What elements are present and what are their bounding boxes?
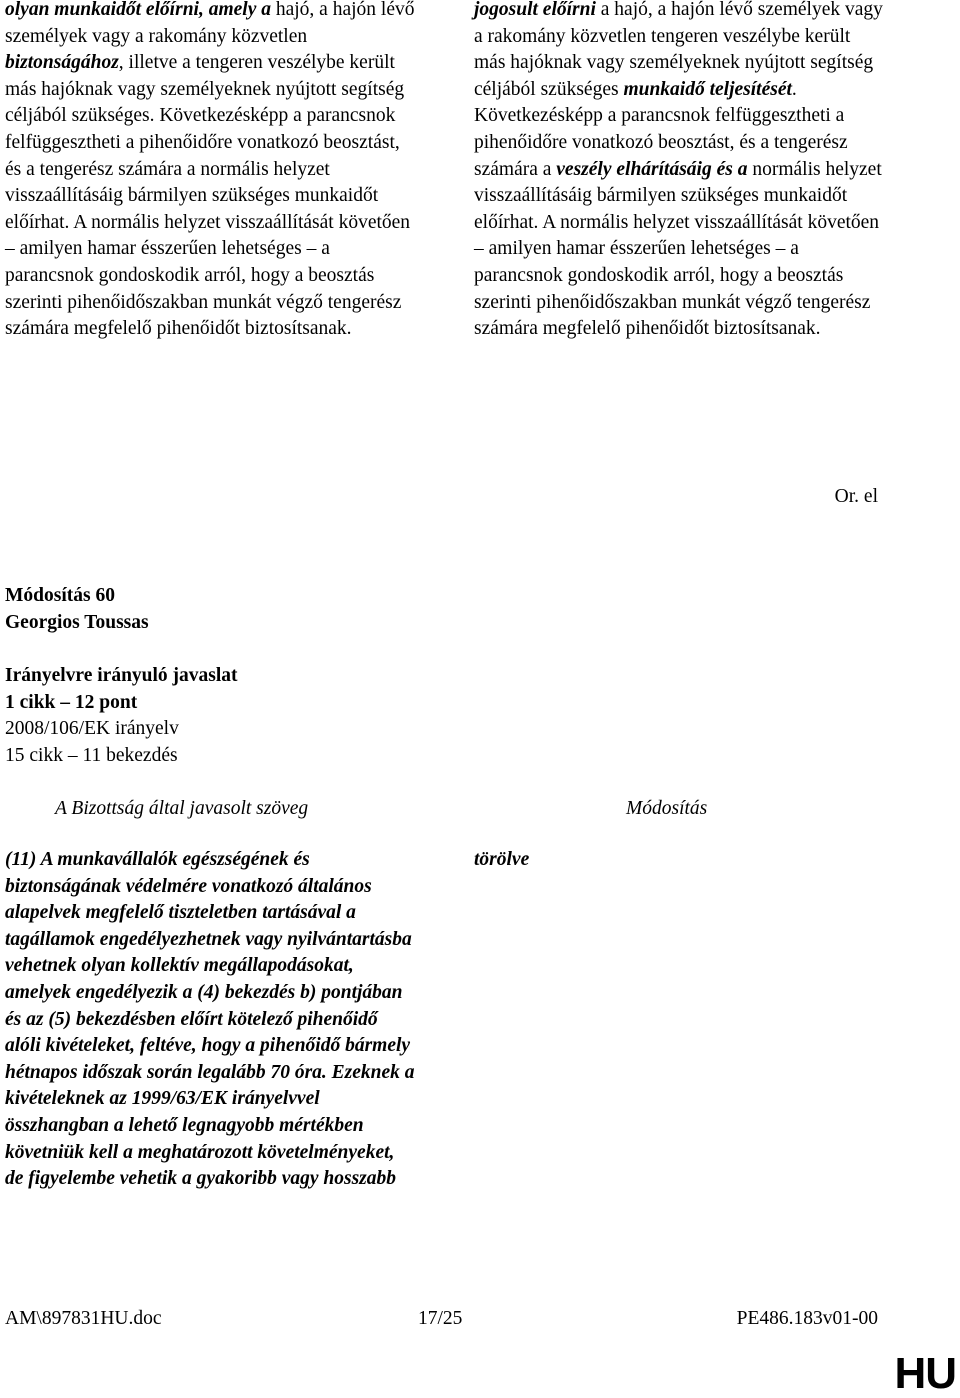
body-text: a hajó, a hajón lévő személyek vagy a rakomány közvetlen tengeren veszélybe került más hajóknak vagy személyeknek nyújtott segítség céljából szükséges <box>474 0 883 100</box>
directive-reference: 2008/106/EK irányelv <box>5 718 179 739</box>
footer-document-id: AM\897831HU.doc <box>5 1308 162 1329</box>
table-header-commission-text: A Bizottság által javasolt szöveg <box>55 798 309 819</box>
proposal-type: Irányelvre irányuló javaslat <box>5 665 238 686</box>
commission-text-cell: (11) A munkavállalók egészségének és biztonságának védelmére vonatkozó általános alapelvek megfelelő tiszteletben tartásával a tagállamok engedélyezhetnek vagy nyilvántartásba vehetnek olyan kollektív megállapodásokat, amelyek engedélyezik a (4) bekezdés b) pontjában és az (5) bekezdésben előírt kötelező pihenőidő alóli kivételeket, feltéve, hogy a pihenőidő bármely hétnapos időszak során legalább 70 óra. Ezeknek a kivételeknek az 1999/63/EK irányelvvel összhangban a lehető legnagyobb mértékben követniük kell a meghatározott követelményeket, de figyelembe vehetik a gyakoribb vagy hosszabb <box>5 849 415 1190</box>
body-text: , illetve a tengeren veszélybe került más hajóknak vagy személyeknek nyújtott segítség céljából szükséges. Következésképp a parancsnok felfüggesztheti a pihenőidőre vonatkozó beosztást, és a tengerész számára a normális helyzet visszaállításáig bármilyen szükséges munkaidőt előírhat. A normális helyzet visszaállítását követően – amilyen hamar ésszerűen lehetséges – a parancsnok gondoskodik arról, hogy a beosztás szerinti pihenőidőszakban munkát végző tengerész számára megfelelő pihenőidőt biztosítsanak. <box>5 52 411 340</box>
amendment-author: Georgios Toussas <box>5 612 149 633</box>
top-right-paragraph <box>474 0 884 343</box>
language-code: HU <box>894 1349 956 1398</box>
paragraph-reference: 15 cikk – 11 bekezdés <box>5 745 178 766</box>
footer-pe-reference: PE486.183v01-00 <box>736 1308 878 1329</box>
body-text: hajó, a hajón lévő személyek vagy a rakomány közvetlen <box>5 0 415 47</box>
amendment-text-cell: törölve <box>474 849 530 870</box>
bold-italic-text: biztonságához <box>5 52 119 74</box>
original-language: Or. el <box>834 486 878 507</box>
bold-italic-text: munkaidő teljesítését <box>623 78 792 100</box>
top-left-paragraph <box>5 0 415 343</box>
footer-page-number: 17/25 <box>418 1308 463 1329</box>
bold-italic-text: jogosult előírni <box>474 0 596 20</box>
article-reference: 1 cikk – 12 pont <box>5 692 138 713</box>
body-text: normális helyzet visszaállításáig bármilyen szükséges munkaidőt előírhat. A normális helyzet visszaállítását követően – amilyen hamar ésszerűen lehetséges – a parancsnok gondoskodik arról, hogy a beosztás szerinti pihenőidőszakban munkát végző tengerész számára megfelelő pihenőidőt biztosítsanak. <box>474 158 882 340</box>
table-header-amendment: Módosítás <box>626 798 708 819</box>
bold-italic-text: olyan munkaidőt előírni, amely a <box>5 0 271 20</box>
body-text: . Következésképp a parancsnok felfüggesztheti a pihenőidőre vonatkozó beosztást, és a tengerész számára a <box>474 78 848 180</box>
bold-italic-text: veszély elhárításáig és a <box>556 158 748 180</box>
amendment-number: Módosítás 60 <box>5 585 115 606</box>
